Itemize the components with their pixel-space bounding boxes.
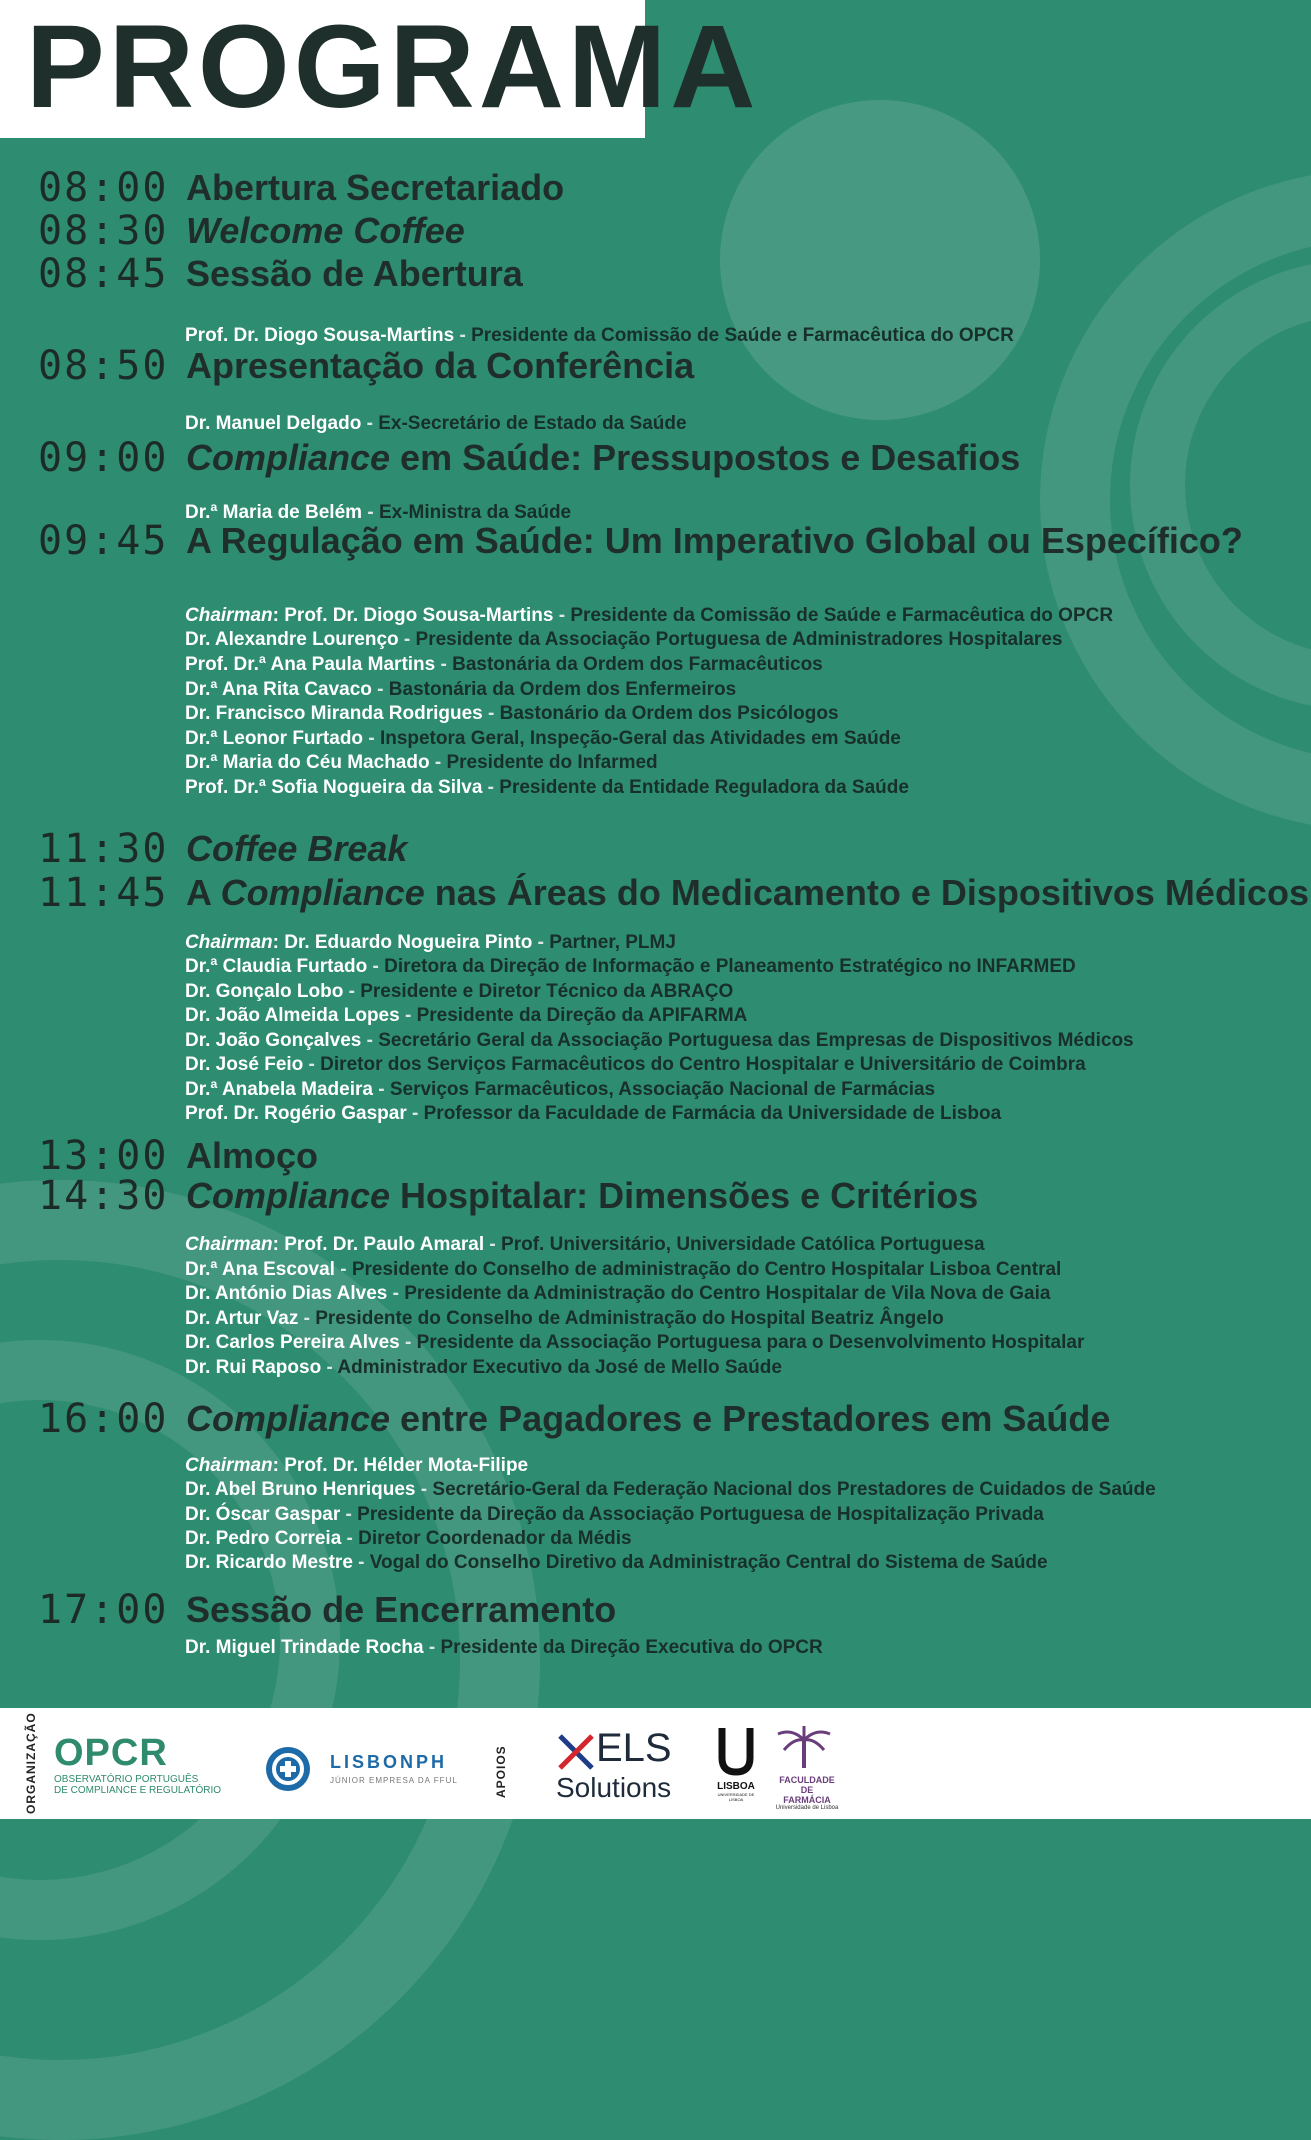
speaker-line bbox=[185, 414, 687, 435]
separator: - bbox=[454, 325, 472, 346]
session-title-emphasis: Compliance bbox=[186, 1398, 391, 1439]
speaker-line bbox=[185, 933, 676, 954]
speaker-line bbox=[185, 753, 658, 774]
speaker-name: Dr. João Gonçalves bbox=[185, 1030, 362, 1051]
speaker-role: Bastonária da Ordem dos Farmacêuticos bbox=[452, 654, 823, 675]
session-title-pre: A bbox=[186, 872, 221, 913]
chairman-label: Chairman bbox=[185, 1455, 273, 1476]
speaker-line bbox=[185, 630, 1062, 651]
separator: - bbox=[321, 1357, 338, 1378]
organizacao-label: ORGANIZAÇÃO bbox=[24, 1712, 38, 1814]
separator: - bbox=[482, 777, 500, 798]
separator: - bbox=[343, 981, 361, 1002]
speaker-line bbox=[185, 1333, 1084, 1354]
session-title bbox=[186, 253, 523, 294]
speaker-role: Diretor dos Serviços Farmacêuticos do Centro Hospitalar e Universitário de Coimbra bbox=[320, 1054, 1086, 1075]
separator: - bbox=[415, 1479, 433, 1500]
session-time: 13:00 bbox=[38, 1133, 169, 1179]
speaker-name: Dr.ª Claudia Furtado bbox=[185, 956, 368, 977]
speaker-name: Dr. António Dias Alves bbox=[185, 1283, 388, 1304]
session-title bbox=[186, 210, 465, 251]
separator: - bbox=[482, 703, 500, 724]
speaker-name: Prof. Dr.ª Sofia Nogueira da Silva bbox=[185, 777, 483, 798]
session-title-main: Abertura Secretariado bbox=[186, 167, 565, 208]
session-title-main: Hospitalar: Dimensões e Critérios bbox=[390, 1175, 979, 1216]
speaker-name: Dr. Abel Bruno Henriques bbox=[185, 1479, 416, 1500]
separator: - bbox=[334, 1259, 352, 1280]
speaker-line bbox=[185, 1638, 823, 1659]
speaker-name: Dr. Manuel Delgado bbox=[185, 413, 362, 434]
opcr-logo bbox=[54, 1734, 244, 1804]
session-title bbox=[186, 1135, 319, 1176]
chairman-label: Chairman bbox=[185, 1234, 273, 1255]
speaker-line bbox=[185, 704, 839, 725]
session-time: 17:00 bbox=[38, 1587, 169, 1633]
chairman-label: Chairman bbox=[185, 932, 273, 953]
speaker-name: Dr. Miguel Trindade Rocha bbox=[185, 1637, 424, 1658]
session-time: 08:45 bbox=[38, 251, 169, 297]
session-title-main: em Saúde: Pressupostos e Desafios bbox=[390, 437, 1021, 478]
ulisboa-logo bbox=[714, 1726, 762, 1808]
session-time: 08:00 bbox=[38, 165, 169, 211]
separator: - bbox=[352, 1552, 370, 1573]
speaker-name: Dr. Ricardo Mestre bbox=[185, 1552, 353, 1573]
ffarmacia-line1: FACULDADE DE bbox=[779, 1775, 835, 1795]
session-title-emphasis: Welcome Coffee bbox=[186, 210, 465, 251]
session-title-main: entre Pagadores e Prestadores em Saúde bbox=[390, 1398, 1111, 1439]
opcr-line1: OBSERVATÓRIO PORTUGUÊS bbox=[54, 1774, 199, 1785]
separator: - bbox=[429, 752, 447, 773]
lisbonph-logo bbox=[260, 1744, 460, 1794]
speaker-role: Secretário Geral da Associação Portuguesa das Empresas de Dispositivos Médicos bbox=[378, 1030, 1134, 1051]
speaker-role: Presidente da Direção da APIFARMA bbox=[416, 1005, 748, 1026]
session-title-main: Sessão de Abertura bbox=[186, 253, 523, 294]
speaker-name: Dr. Artur Vaz bbox=[185, 1308, 299, 1329]
speaker-role: Presidente da Comissão de Saúde e Farmacêutica do OPCR bbox=[570, 605, 1114, 626]
session-title-main: A Regulação em Saúde: Um Imperativo Global ou Específico? bbox=[186, 520, 1243, 561]
speaker-role: Professor da Faculdade de Farmácia da Universidade de Lisboa bbox=[423, 1103, 1002, 1124]
session-title-emphasis: Compliance bbox=[220, 872, 425, 913]
speaker-line bbox=[185, 655, 823, 676]
session-time: 11:30 bbox=[38, 826, 169, 872]
apoios-label: APOIOS bbox=[494, 1745, 508, 1798]
speaker-line bbox=[185, 1235, 985, 1256]
speaker-role: Partner, PLMJ bbox=[549, 932, 676, 953]
separator: - bbox=[423, 1637, 441, 1658]
speaker-role: Presidente da Direção Executiva do OPCR bbox=[440, 1637, 823, 1658]
speaker-name: Dr.ª Maria do Céu Machado bbox=[185, 752, 430, 773]
speaker-name: Dr. Francisco Miranda Rodrigues bbox=[185, 703, 483, 724]
speaker-line bbox=[185, 326, 1014, 347]
speaker-role: Vogal do Conselho Diretivo da Administração Central do Sistema de Saúde bbox=[369, 1552, 1048, 1573]
separator: - bbox=[362, 502, 379, 523]
separator: - bbox=[532, 932, 550, 953]
speaker-name: Dr. Rui Raposo bbox=[185, 1357, 322, 1378]
speaker-line bbox=[185, 1553, 1048, 1574]
speaker-name: : Dr. Eduardo Nogueira Pinto bbox=[272, 932, 533, 953]
speaker-line bbox=[185, 680, 736, 701]
speaker-role: Presidente da Associação Portuguesa de Administradores Hospitalares bbox=[415, 629, 1063, 650]
session-time: 11:45 bbox=[38, 870, 169, 916]
speaker-name: : Prof. Dr. Diogo Sousa-Martins bbox=[272, 605, 554, 626]
speaker-role: Presidente do Conselho de Administração do Hospital Beatriz Ângelo bbox=[315, 1308, 944, 1329]
session-time: 08:50 bbox=[38, 343, 169, 389]
session-title-main: Almoço bbox=[186, 1135, 319, 1176]
speaker-name: Dr. Óscar Gaspar bbox=[185, 1504, 341, 1525]
session-title bbox=[186, 828, 408, 869]
session-title-emphasis: Compliance bbox=[186, 1175, 391, 1216]
title-box bbox=[0, 0, 760, 138]
separator: - bbox=[340, 1504, 358, 1525]
speaker-name: Prof. Dr.ª Ana Paula Martins bbox=[185, 654, 436, 675]
speaker-role: Presidente da Comissão de Saúde e Farmacêutica do OPCR bbox=[471, 325, 1014, 346]
ulisboa-u-icon bbox=[714, 1726, 758, 1776]
speaker-role: Presidente da Administração do Centro Hospitalar de Vila Nova de Gaia bbox=[404, 1283, 1051, 1304]
speaker-role: Presidente da Entidade Reguladora da Saúde bbox=[499, 777, 909, 798]
session-title bbox=[186, 1398, 1111, 1439]
speaker-name: Prof. Dr. Rogério Gaspar bbox=[185, 1103, 407, 1124]
speaker-name: Prof. Dr. Diogo Sousa-Martins bbox=[185, 325, 455, 346]
ffarmacia-logo bbox=[774, 1724, 840, 1812]
speaker-role: Bastonária da Ordem dos Enfermeiros bbox=[388, 679, 737, 700]
speaker-name: Dr. João Almeida Lopes bbox=[185, 1005, 400, 1026]
speaker-name: : Prof. Dr. Paulo Amaral bbox=[272, 1234, 485, 1255]
separator: - bbox=[298, 1308, 316, 1329]
speaker-line bbox=[185, 1080, 935, 1101]
speaker-line bbox=[185, 1055, 1086, 1076]
speaker-line bbox=[185, 1031, 1134, 1052]
separator: - bbox=[361, 1030, 379, 1051]
speaker-line bbox=[185, 957, 1076, 978]
chairman-label: Chairman bbox=[185, 605, 273, 626]
speaker-line bbox=[185, 729, 901, 750]
ffarmacia-line2: FARMÁCIA bbox=[783, 1795, 831, 1805]
session-title bbox=[186, 345, 695, 386]
separator: - bbox=[303, 1054, 321, 1075]
speaker-role: Ex-Secretário de Estado da Saúde bbox=[378, 413, 687, 434]
speaker-role: Ex-Ministra da Saúde bbox=[378, 502, 572, 523]
els-sub: Solutions bbox=[556, 1772, 672, 1803]
speaker-line bbox=[185, 606, 1113, 627]
speaker-role: Serviços Farmacêuticos, Associação Nacional de Farmácias bbox=[389, 1079, 936, 1100]
speaker-name: Dr. Gonçalo Lobo bbox=[185, 981, 344, 1002]
sponsors-footer bbox=[0, 1708, 1311, 1819]
opcr-line2: DE COMPLIANCE E REGULATÓRIO bbox=[54, 1785, 222, 1796]
session-time: 09:45 bbox=[38, 518, 169, 564]
speaker-line bbox=[185, 778, 909, 799]
speaker-role: Prof. Universitário, Universidade Católica Portuguesa bbox=[501, 1234, 985, 1255]
speaker-name: Dr.ª Leonor Furtado bbox=[185, 728, 364, 749]
session-title-emphasis: Compliance bbox=[186, 437, 391, 478]
speaker-role: Secretário-Geral da Federação Nacional dos Prestadores de Cuidados de Saúde bbox=[432, 1479, 1156, 1500]
session-title bbox=[186, 167, 565, 208]
separator: - bbox=[372, 1079, 390, 1100]
speaker-role: Presidente do Conselho de administração do Centro Hospitalar Lisboa Central bbox=[351, 1259, 1062, 1280]
speaker-line bbox=[185, 1260, 1061, 1281]
speaker-name: : Prof. Dr. Hélder Mota-Filipe bbox=[272, 1455, 529, 1476]
lisbonph-name: LISBONPH bbox=[330, 1752, 448, 1772]
session-title-main: nas Áreas do Medicamento e Dispositivos Médicos bbox=[424, 872, 1309, 913]
speaker-role: Diretora da Direção de Informação e Planeamento Estratégico no INFARMED bbox=[384, 956, 1076, 977]
speaker-line bbox=[185, 1284, 1050, 1305]
session-title bbox=[186, 1175, 979, 1216]
speaker-line bbox=[185, 982, 733, 1003]
lisbonph-icon bbox=[260, 1744, 316, 1794]
els-x-icon bbox=[556, 1732, 596, 1772]
speaker-line bbox=[185, 1104, 1001, 1125]
ffarmacia-sub: Universidade de Lisboa bbox=[775, 1805, 839, 1811]
speaker-role: Presidente do Infarmed bbox=[446, 752, 658, 773]
separator: - bbox=[363, 728, 380, 749]
background-circle bbox=[720, 100, 1040, 420]
page-title: PROGRAMA bbox=[26, 1, 760, 133]
separator: - bbox=[361, 413, 379, 434]
ulisboa-label: LISBOA bbox=[717, 1781, 755, 1792]
session-title bbox=[186, 437, 1021, 478]
speaker-role: Presidente da Associação Portuguesa para o Desenvolvimento Hospitalar bbox=[416, 1332, 1085, 1353]
session-time: 14:30 bbox=[38, 1173, 169, 1219]
els-solutions-logo bbox=[556, 1728, 686, 1808]
session-time: 09:00 bbox=[38, 435, 169, 481]
opcr-mark: OPCR bbox=[54, 1732, 168, 1774]
separator: - bbox=[484, 1234, 502, 1255]
speaker-name: Dr.ª Ana Rita Cavaco bbox=[185, 679, 372, 700]
speaker-role: Administrador Executivo da José de Mello Saúde bbox=[337, 1357, 782, 1378]
lisbonph-sub: JÚNIOR EMPRESA DA FFUL bbox=[330, 1776, 458, 1785]
speaker-role: Presidente da Direção da Associação Portuguesa de Hospitalização Privada bbox=[357, 1504, 1044, 1525]
session-title-main: Apresentação da Conferência bbox=[186, 345, 695, 386]
speaker-line bbox=[185, 1505, 1044, 1526]
speaker-name: Dr.ª Ana Escoval bbox=[185, 1259, 335, 1280]
speaker-name: Dr. Carlos Pereira Alves bbox=[185, 1332, 400, 1353]
separator: - bbox=[398, 629, 416, 650]
speaker-line bbox=[185, 1456, 528, 1477]
els-mark: ELS bbox=[596, 1726, 672, 1770]
separator: - bbox=[406, 1103, 424, 1124]
speaker-role: Bastonário da Ordem dos Psicólogos bbox=[499, 703, 839, 724]
speaker-role: Presidente e Diretor Técnico da ABRAÇO bbox=[360, 981, 734, 1002]
speaker-name: Dr.ª Maria de Belém bbox=[185, 502, 363, 523]
ulisboa-sub: UNIVERSIDADE DE LISBOA bbox=[717, 1792, 755, 1802]
separator: - bbox=[399, 1005, 417, 1026]
session-title bbox=[186, 872, 1309, 913]
session-time: 08:30 bbox=[38, 208, 169, 254]
palm-tree-icon bbox=[774, 1724, 834, 1770]
speaker-name: Dr.ª Anabela Madeira bbox=[185, 1079, 373, 1100]
speaker-line bbox=[185, 1006, 747, 1027]
speaker-role: Inspetora Geral, Inspeção-Geral das Atividades em Saúde bbox=[379, 728, 901, 749]
speaker-name: Dr. Alexandre Lourenço bbox=[185, 629, 399, 650]
separator: - bbox=[367, 956, 385, 977]
speaker-line bbox=[185, 1309, 944, 1330]
separator: - bbox=[341, 1528, 359, 1549]
session-time: 16:00 bbox=[38, 1396, 169, 1442]
speaker-name: Dr. Pedro Correia bbox=[185, 1528, 342, 1549]
separator: - bbox=[399, 1332, 417, 1353]
separator: - bbox=[435, 654, 453, 675]
separator: - bbox=[387, 1283, 405, 1304]
session-title-main: Sessão de Encerramento bbox=[186, 1589, 617, 1630]
speaker-line bbox=[185, 1529, 632, 1550]
speaker-role: Diretor Coordenador da Médis bbox=[358, 1528, 632, 1549]
speaker-line bbox=[185, 1358, 782, 1379]
session-title-emphasis: Coffee Break bbox=[186, 828, 408, 869]
speaker-name: Dr. José Feio bbox=[185, 1054, 304, 1075]
session-title bbox=[186, 1589, 617, 1630]
speaker-line bbox=[185, 1480, 1156, 1501]
separator: - bbox=[371, 679, 389, 700]
separator: - bbox=[553, 605, 571, 626]
session-title bbox=[186, 520, 1243, 561]
